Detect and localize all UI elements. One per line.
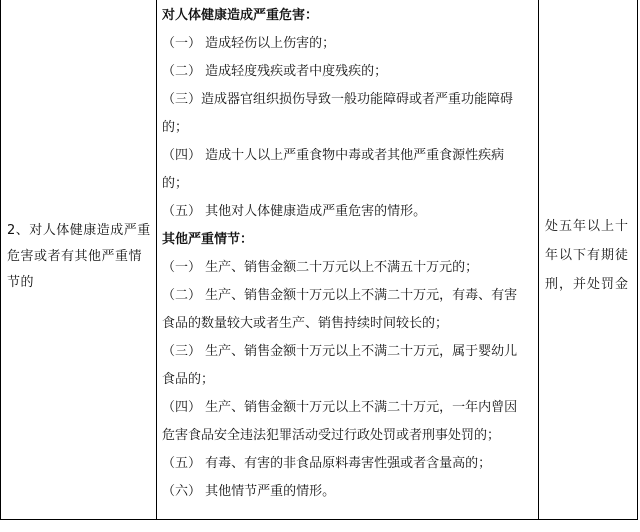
row-label-line: 2、对人体健康造成严重: [7, 223, 151, 238]
harm-item: （一） 造成轻伤以上伤害的；: [162, 36, 336, 51]
row-label-line: 危害或者有其他严重情: [7, 249, 143, 264]
other-heading: 其他严重情节：: [162, 232, 254, 247]
harm-item: （五） 其他对人体健康造成严重危害的情形。: [162, 204, 427, 219]
harm-item: （二） 造成轻度残疾或者中度残疾的；: [162, 64, 388, 79]
penalty-cell: [545, 212, 637, 299]
other-item: 食品的；: [162, 372, 215, 387]
other-item: （一） 生产、销售金额二十万元以上不满五十万元的；: [162, 260, 479, 275]
harm-item: （四） 造成十人以上严重食物中毒或者其他严重食源性疾病: [162, 148, 505, 163]
column-divider-right: [538, 0, 539, 519]
penalty-line: 刑，并处罚金: [545, 277, 630, 292]
other-item: （四） 生产、销售金额十万元以上不满二十万元，一年内曾因: [162, 400, 518, 415]
harm-heading: 对人体健康造成严重危害：: [162, 8, 319, 23]
other-item: 危害食品安全违法犯罪活动受过行政处罚或者刑事处罚的；: [162, 428, 501, 443]
harm-item: （三）造成器官组织损伤导致一般功能障碍或者严重功能障碍: [162, 92, 514, 107]
other-item: 食品的数量较大或者生产、销售持续时间较长的；: [162, 316, 449, 331]
penalty-line: 年以下有期徒: [545, 248, 630, 263]
row-label-line: 节的: [7, 275, 35, 290]
other-item: （五） 有毒、有害的非食品原料毒害性强或者含量高的；: [162, 456, 492, 471]
penalty-line: 处五年以上十: [545, 219, 630, 234]
row-label-cell: [7, 218, 155, 296]
criteria-cell: [162, 2, 537, 506]
other-item: （六） 其他情节严重的情形。: [162, 484, 336, 499]
column-divider-left: [156, 0, 157, 519]
other-item: （三） 生产、销售金额十万元以上不满二十万元，属于婴幼儿: [162, 344, 518, 359]
harm-item: 的；: [162, 176, 189, 191]
harm-item: 的；: [162, 120, 189, 135]
other-item: （二） 生产、销售金额十万元以上不满二十万元，有毒、有害: [162, 288, 518, 303]
